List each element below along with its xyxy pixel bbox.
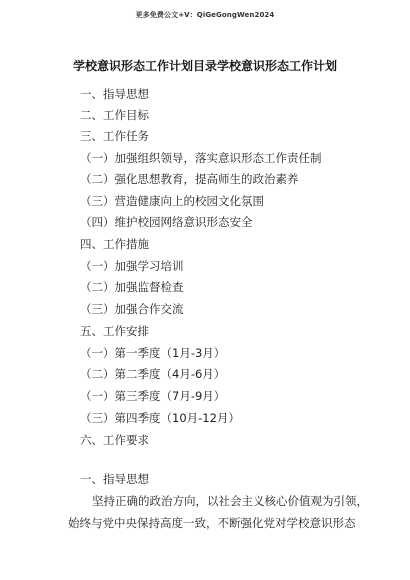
body-text-line: 始终与党中央保持高度一致，不断强化党对学校意识形态 — [68, 516, 356, 530]
toc-item: （一）加强学习培训 — [80, 259, 184, 273]
toc-item: （二）强化思想教育，提高师生的政治素养 — [80, 172, 299, 186]
toc-item: 二、工作目标 — [80, 108, 149, 122]
toc-item: （二）第二季度（4月-6月） — [80, 367, 226, 381]
body-text-line: 坚持正确的政治方向，以社会主义核心价值观为引领， — [92, 494, 368, 508]
toc-item: （一）第三季度（7月-9月） — [80, 389, 226, 403]
toc-item: 三、工作任务 — [80, 129, 149, 143]
document-title: 学校意识形态工作计划目录学校意识形态工作计划 — [72, 59, 337, 73]
toc-item: （三）第四季度（10月-12月） — [80, 411, 240, 425]
toc-item: （四）维护校园网络意识形态安全 — [80, 215, 253, 229]
toc-item: 六、工作要求 — [80, 433, 149, 447]
toc-item: 四、工作措施 — [80, 237, 149, 251]
toc-item: （一）第一季度（1月-3月） — [80, 346, 226, 360]
page-header-note: 更多免费公文+V：QiGeGongWen2024 — [135, 11, 275, 19]
toc-item: 五、工作安排 — [80, 324, 149, 338]
toc-item: （二）加强监督检查 — [80, 280, 184, 294]
toc-item: （一）加强组织领导，落实意识形态工作责任制 — [80, 151, 322, 165]
toc-item: （三）加强合作交流 — [80, 302, 184, 316]
toc-item: （三）营造健康向上的校园文化氛围 — [80, 194, 264, 208]
section-heading: 一、指导思想 — [80, 472, 149, 486]
toc-item: 一、指导思想 — [80, 87, 149, 101]
